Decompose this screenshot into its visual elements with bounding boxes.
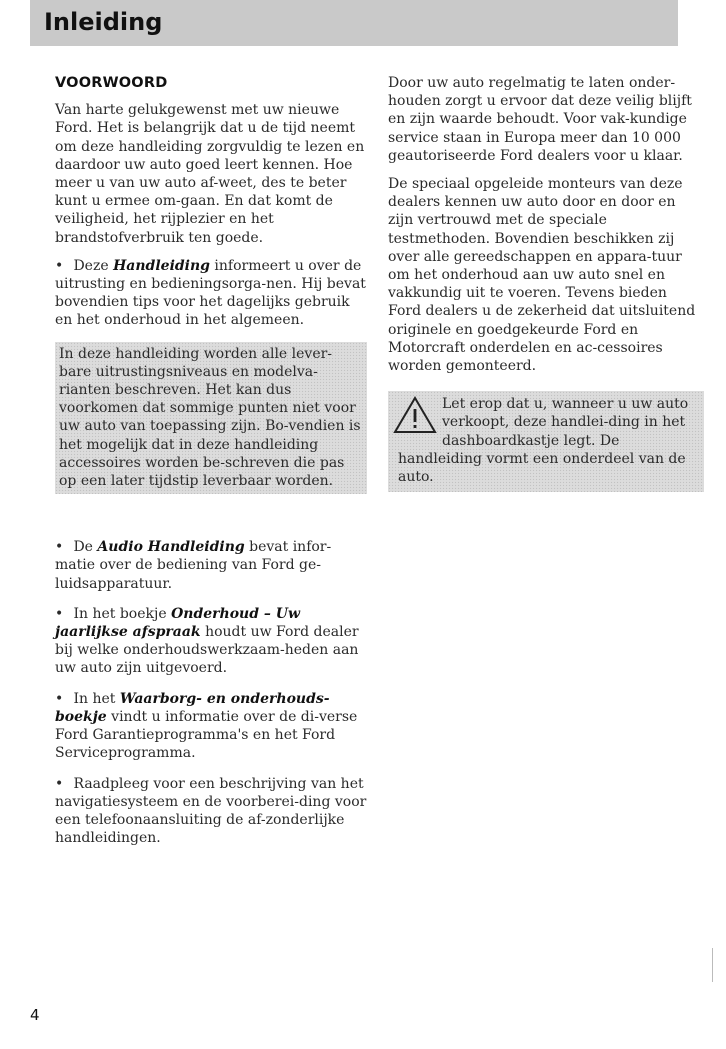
- bullet-text: informeert u over de uitrusting en bedieningsorga-nen. Hij bevat bovendien tips voor het dagelijks gebruik en het onderhoud in het algemeen.: [55, 257, 366, 329]
- bullet-icon: •: [55, 690, 64, 707]
- bullet-icon: •: [55, 257, 64, 274]
- note-text: In deze handleiding worden alle lever-bare uitrustingsniveaus en modelva-rianten beschreven. Het kan dus voorkomen dat sommige punten niet voor uw auto van toepassing zijn. Bo-vendien is het mogelijk dat in deze handleiding accessoires worden be-schreven die pas op een later tijdstip leverbaar worden.: [59, 345, 361, 490]
- section-title: VOORWOORD: [55, 75, 168, 91]
- bullet-text: Deze: [73, 257, 109, 274]
- page-title: Inleiding: [44, 8, 163, 36]
- service-paragraph: Door uw auto regelmatig te laten onder-houden zorgt u ervoor dat deze veilig blijft en zijn waarde behoudt. Voor vak-kundige service staan in Europa meer dan 10 000 geautoriseerde Ford dealers voor u klaar.: [388, 75, 692, 164]
- header-bar: [30, 0, 678, 46]
- margin-mark: [712, 948, 713, 982]
- bullet-text: In het: [73, 690, 116, 707]
- bullet-text: Raadpleeg voor een beschrijving van het navigatiesysteem en de voorberei-ding voor een telefoonaansluiting de af-zonderlijke handleidingen.: [55, 775, 367, 847]
- bullet-emphasis: Waarborg- en onderhouds-boekje: [55, 690, 330, 725]
- bullet-text: vindt u informatie over de di-verse Ford Garantieprogramma's en het Ford Serviceprogramma.: [55, 708, 358, 762]
- bullet-icon: •: [55, 605, 64, 622]
- warning-text: Let erop dat u, wanneer u uw auto verkoopt, deze handlei-ding in het dashboardkastje legt. De handleiding vormt een onderdeel van de auto.: [398, 396, 689, 486]
- warning-box: [388, 391, 704, 492]
- bullet-emphasis: Handleiding: [113, 257, 210, 274]
- bullet-text: bevat infor-matie over de bediening van Ford ge-luidsapparatuur.: [55, 539, 332, 592]
- bullet-navigatie: [55, 775, 367, 848]
- warning-triangle-icon: [392, 395, 438, 435]
- note-box: [55, 342, 367, 495]
- bullet-emphasis: Onderhoud – Uw jaarlijkse afspraak: [55, 605, 301, 641]
- page-number: 4: [30, 1006, 40, 1024]
- bullet-emphasis: Audio Handleiding: [97, 539, 245, 556]
- left-column: [55, 74, 367, 859]
- bullet-icon: •: [55, 775, 64, 792]
- bullet-audio-handleiding: [55, 538, 367, 593]
- bullet-waarborg: [55, 690, 367, 763]
- intro-paragraph: Van harte gelukgewenst met uw nieuwe Ford. Het is belangrijk dat u de tijd neemt om deze handleiding zorgvuldig te lezen en daardoor uw auto goed leert kennen. Hoe meer u van uw auto af-weet, des te beter kunt u ermee om-gaan. En dat komt de veiligheid, het rijplezier en het brandstofverbruik ten goede.: [55, 102, 365, 246]
- bullet-text: houdt uw Ford dealer bij welke onderhoudswerkzaam-heden aan uw auto zijn uitgevoerd.: [55, 624, 359, 677]
- bullet-handleiding: [55, 257, 367, 330]
- bullet-onderhoud: [55, 605, 367, 678]
- bullet-icon: •: [55, 539, 64, 556]
- right-column: [388, 74, 704, 492]
- dealer-paragraph: De speciaal opgeleide monteurs van deze dealers kennen uw auto door en door en zijn vertrouwd met de speciale testmethoden. Bovendien beschikken zij over alle gereedschappen en appara-tuur om het onderhoud aan uw auto snel en vakkundig uit te voeren. Tevens bieden Ford dealers u de zekerheid dat uitsluitend originele en goedgekeurde Ford en Motorcraft onderdelen en ac-cessoires worden gemonteerd.: [388, 176, 696, 375]
- bullet-text: De: [73, 539, 93, 556]
- bullet-text: In het boekje: [73, 605, 167, 622]
